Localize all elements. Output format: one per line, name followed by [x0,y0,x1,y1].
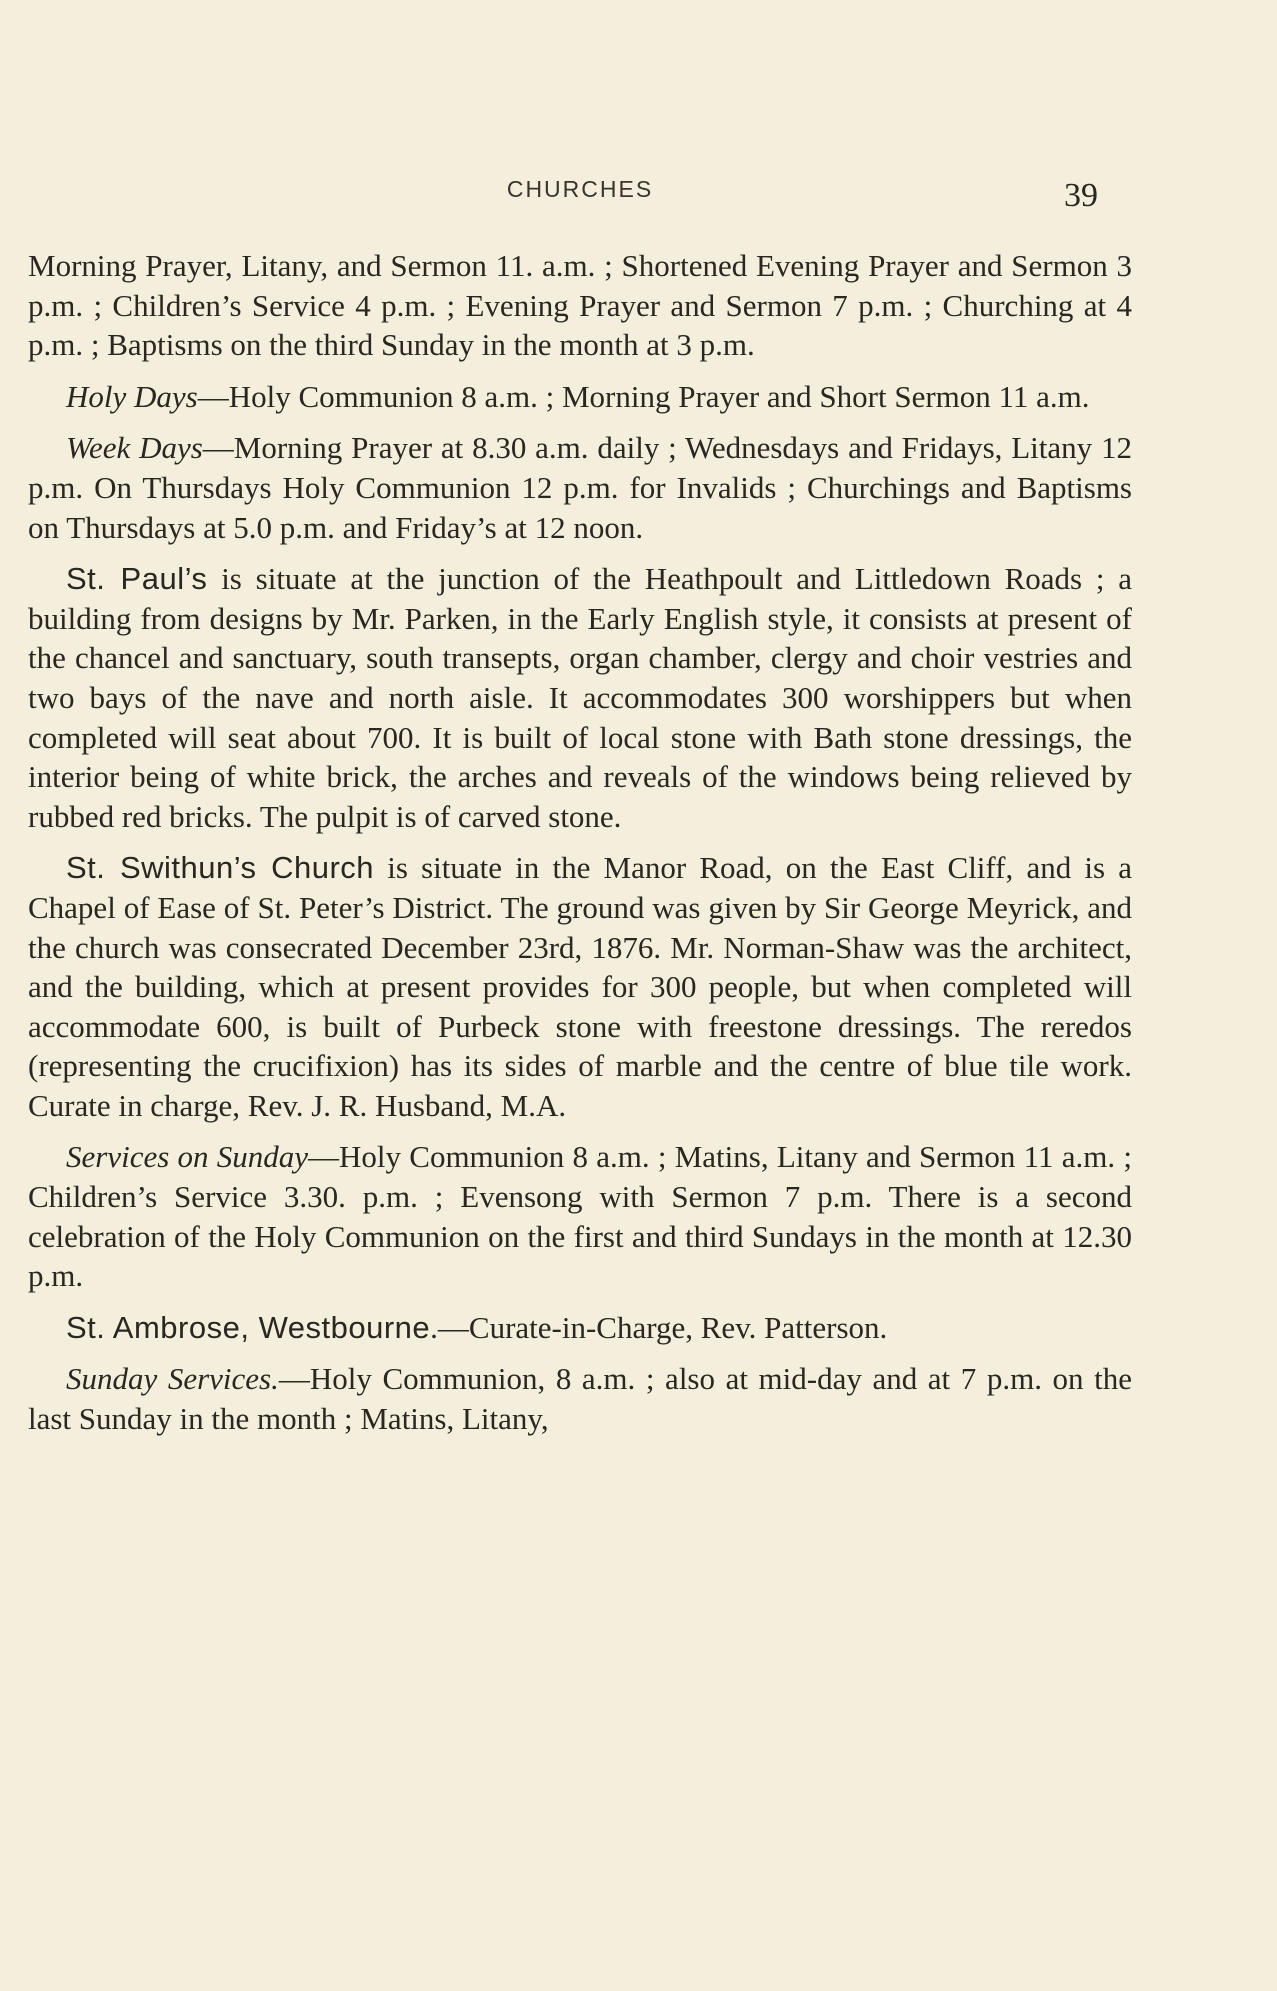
body-text [28,246,1132,1451]
paragraph-lead: Holy Days [66,378,198,414]
church-heading: St. Swithun’s Church [66,850,375,886]
paragraph-lead: Week Days [66,430,203,466]
church-heading: St. Ambrose, Westbourne [66,1309,431,1345]
paragraph-week-days [28,428,1132,547]
paragraph-morning-prayer [28,246,1132,365]
paragraph-lead: Services on Sunday [66,1139,309,1175]
paragraph-sunday-services [28,1137,1132,1295]
paragraph-holy-days [28,377,1132,417]
paragraph-text: —Holy Communion 8 a.m. ; Matins, Litany and Sermon 11 a.m. ; Children’s Service 3.30. p.m. ; Evensong with Sermon 7 p.m. There is a second celebration of the Holy Communion on the first and third Sundays in the month at 12.30 p.m. [28,1139,1132,1294]
page-number: 39 [1064,177,1098,214]
paragraph-lead: Sunday Services. [66,1361,279,1397]
paragraph-st-swithuns [28,848,1132,1125]
paragraph-text: is situate in the Manor Road, on the East Cliff, and is a Chapel of Ease of St. Peter’s District. The ground was given by Sir George Meyrick, and the church was consecrated December 23rd, 1876. Mr. Norman-Shaw was the architect, and the building, which at present provides for 300 people, but when completed will accommodate 600, is built of Purbeck stone with freestone dressings. The reredos (representing the crucifixion) has its sides of marble and the centre of blue tile work. Curate in charge, Rev. J. R. Husband, M.A. [28,850,1132,1123]
church-heading: St. Paul’s [66,561,208,597]
running-header: CHURCHES [506,176,654,202]
paragraph-st-pauls [28,559,1132,836]
paragraph-text: —Holy Communion 8 a.m. ; Morning Prayer and Short Sermon 11 a.m. [197,378,1090,414]
paragraph-st-ambrose-services [28,1359,1132,1438]
paragraph-text: .—Curate-in-Charge, Rev. Patterson. [430,1309,888,1345]
paragraph-text: —Morning Prayer at 8.30 a.m. daily ; Wednesdays and Fridays, Litany 12 p.m. On Thursdays Holy Communion 12 p.m. for Invalids ; Churchings and Baptisms on Thursdays at 5.0 p.m. and Friday’s at 12 noon. [28,430,1132,545]
paragraph-text: is situate at the junction of the Heathpoult and Littledown Roads ; a building from designs by Mr. Parken, in the Early English style, it consists at present of the chancel and sanctuary, south transepts, organ chamber, clergy and choir vestries and two bays of the nave and north aisle. It accommodates 300 worshippers but when completed will seat about 700. It is built of local stone with Bath stone dressings, the interior being of white brick, the arches and reveals of the windows being relieved by rubbed red bricks. The pulpit is of carved stone. [28,561,1133,834]
paragraph-text: Morning Prayer, Litany, and Sermon 11. a.m. ; Shortened Evening Prayer and Sermon 3 p.m. ; Children’s Service 4 p.m. ; Evening Prayer and Sermon 7 p.m. ; Churching at 4 p.m. ; Baptisms on the third Sunday in the month at 3 p.m. [28,248,1132,363]
paragraph-text: —Holy Communion, 8 a.m. ; also at mid-day and at 7 p.m. on the last Sunday in the month ; Matins, Litany, [28,1361,1132,1437]
paragraph-st-ambrose [28,1308,1132,1348]
